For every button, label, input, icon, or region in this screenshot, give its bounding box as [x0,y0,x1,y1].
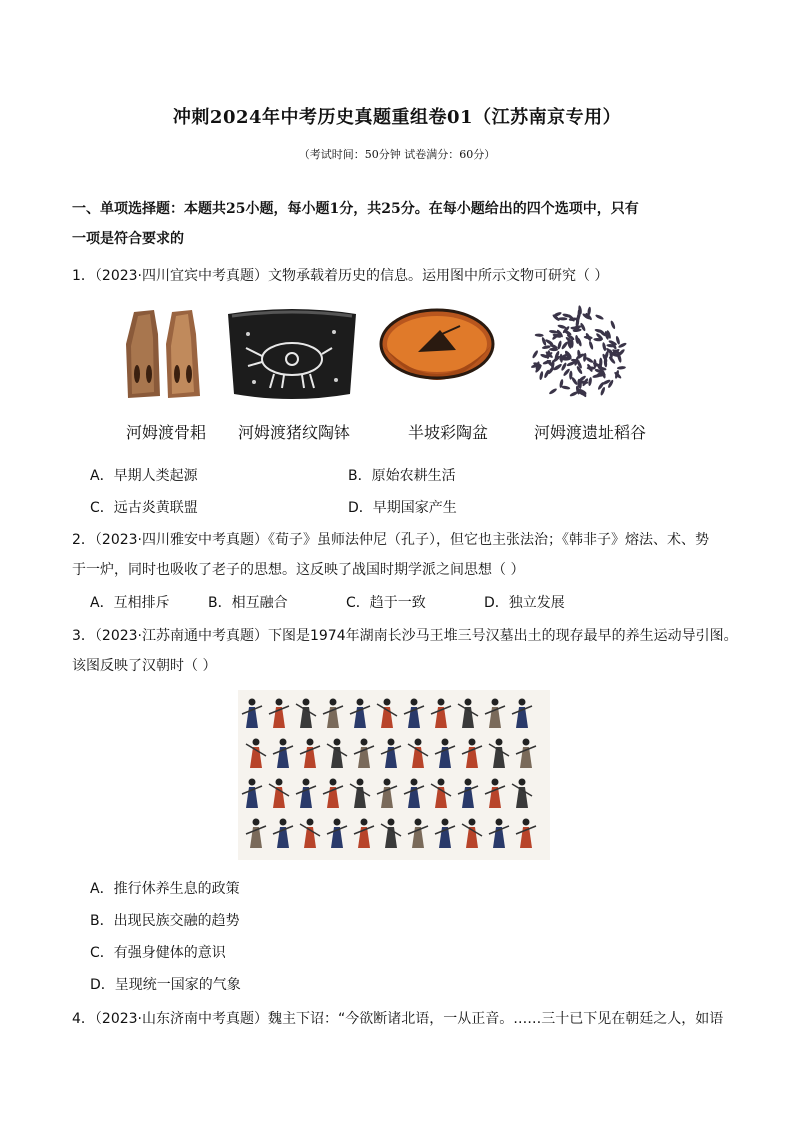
rice-grain [617,366,626,370]
question-1-stem: 1．（2023·四川宜宾中考真题）文物承载着历史的信息。运用图中所示文物可研究（ ） [72,268,609,284]
q1-option-a[interactable]: A．早期人类起源 [90,468,198,484]
q3-option-b[interactable]: B．出现民族交融的趋势 [90,913,240,929]
caption-bone-spade: 河姆渡骨耜 [126,425,207,442]
daoyin-exercise-chart-image [238,690,550,860]
rice-grain [561,341,569,350]
q2-option-c[interactable]: C．趋于一致 [346,595,426,611]
q2-option-d[interactable]: D．独立发展 [484,595,565,611]
section-heading-line1: 一、单项选择题：本题共25小题，每小题1分，共25分。在每小题给出的四个选项中，只有 [72,201,639,217]
rice-grain [602,342,607,351]
question-4-stem: 4．（2023·山东济南中考真题）魏主下诏：“今欲断诸北语，一从正音。……三十已下见在朝廷之人，如语 [72,1011,724,1027]
painted-pottery-basin-image [378,304,496,404]
rice-grain [560,362,567,371]
artifact-images [120,304,680,404]
caption-pottery-basin: 半坡彩陶盆 [408,425,489,442]
q2-option-a[interactable]: A．互相排斥 [90,595,170,611]
question-3-stem-line2: 该图反映了汉朝时（ ） [72,658,217,674]
q1-option-d[interactable]: D．早期国家产生 [348,500,457,516]
rice-grain [585,356,594,364]
question-3-stem-line1: 3．（2023·江苏南通中考真题）下图是1974年湖南长沙马王堆三号汉墓出土的现存最早的养生运动导引图。 [72,628,738,644]
q3-option-d[interactable]: D．呈现统一国家的气象 [90,977,241,993]
rice-grain [588,341,594,351]
rice-grain [595,314,604,321]
rice-grain [561,385,570,390]
rice-grain [539,371,544,380]
q3-option-a[interactable]: A．推行休养生息的政策 [90,881,240,897]
rice-grain [610,320,616,330]
rice-grain [531,350,538,359]
rice-grains-image [526,304,632,404]
rice-grain [559,354,563,363]
rice-grain [558,317,567,321]
pig-pattern-bowl-image [224,304,360,404]
question-2-stem-line1: 2．（2023·四川雅安中考真题）《荀子》虽师法仲尼（孔子），但它也主张法治；《韩非子》熔法、术、势 [72,532,709,548]
caption-pig-bowl: 河姆渡猪纹陶钵 [238,425,351,442]
section-heading-line2: 一项是符合要求的 [72,231,184,247]
exam-info: （考试时间：50分钟 试卷满分：60分） [298,148,496,161]
question-2-stem-line2: 于一炉，同时也吸收了老子的思想。这反映了战国时期学派之间思想（ ） [72,562,525,578]
rice-grain [548,387,557,395]
page-title: 冲刺2024年中考历史真题重组卷01（江苏南京专用） [172,107,622,128]
rice-grain [535,333,544,337]
bone-spade-image [120,304,208,404]
q1-option-c[interactable]: C．远古炎黄联盟 [90,500,198,516]
q3-option-c[interactable]: C．有强身健体的意识 [90,945,226,961]
rice-grain [588,377,593,386]
q2-option-b[interactable]: B．相互融合 [208,595,288,611]
q1-option-b[interactable]: B．原始农耕生活 [348,468,456,484]
rice-grain [549,330,558,335]
caption-rice: 河姆渡遗址稻谷 [534,425,647,442]
